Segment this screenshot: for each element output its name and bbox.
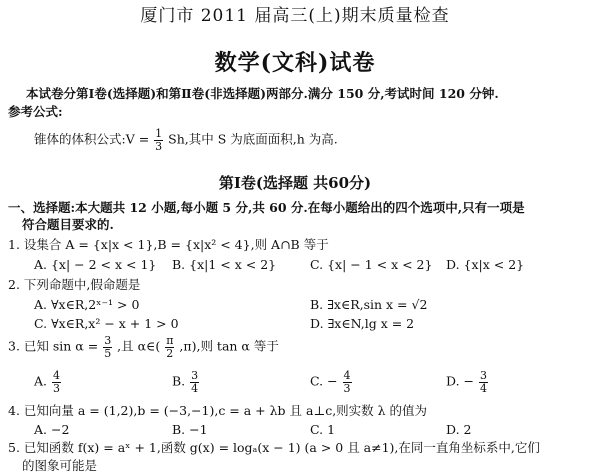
reference-label: 参考公式: xyxy=(8,104,63,119)
q4-option-d: D. 2 xyxy=(446,422,472,437)
q2-option-a: A. ∀x∈R,2ˣ⁻¹ > 0 xyxy=(34,297,140,312)
q1-option-a: A. {x| − 2 < x < 1} xyxy=(34,257,157,272)
q4-option-b: B. −1 xyxy=(172,422,208,437)
exam-title: 厦门市 2011 届高三(上)期末质量检查 xyxy=(140,6,450,26)
q3-stem-a: 3. 已知 sin α = xyxy=(8,338,99,354)
instructions-line-1: 一、选择题:本大题共 12 小题,每小题 5 分,共 60 分.在每小题给出的四个选项中,只有一项是 xyxy=(8,200,525,215)
q3-pi-fraction: $\frac{\pi}{2}$ xyxy=(166,334,174,360)
q2-option-b: B. ∃x∈R,sin x = √2 xyxy=(310,297,428,312)
q1-stem: 1. 设集合 A = {x|x < 1},B = {x|x² < 4},则 A∩B 等于 xyxy=(8,237,329,252)
one-third-fraction: $\frac{1}{3}$ xyxy=(155,127,163,153)
q5-stem-line-2: 的图象可能是 xyxy=(22,458,98,473)
section-title: 第Ⅰ卷(选择题 共60分) xyxy=(218,174,372,192)
q4-option-a: A. −2 xyxy=(34,422,70,437)
volume-formula xyxy=(34,128,338,152)
q1-option-d: D. {x|x < 2} xyxy=(446,257,525,272)
instructions-line-2: 符合题目要求的. xyxy=(22,217,114,232)
q2-option-d: D. ∃x∈N,lg x = 2 xyxy=(310,316,415,331)
q2-stem: 2. 下列命题中,假命题是 xyxy=(8,277,141,292)
q3-sin-fraction: $\frac{3}{5}$ xyxy=(104,334,112,360)
q1-option-b: B. {x|1 < x < 2} xyxy=(172,257,277,272)
q1-option-c: C. {x| − 1 < x < 2} xyxy=(310,257,433,272)
q3-option-b: B. $\frac{3}{4}$ xyxy=(172,369,199,395)
exam-description: 本试卷分第Ⅰ卷(选择题)和第Ⅱ卷(非选择题)两部分.满分 150 分,考试时间 120 分钟. xyxy=(26,86,499,101)
q3-stem xyxy=(8,335,279,359)
q3-stem-b: ,且 α∈( xyxy=(117,338,161,354)
q4-option-c: C. 1 xyxy=(310,422,336,437)
q4-stem: 4. 已知向量 a = (1,2),b = (−3,−1),c = a + λb 且 a⊥c,则实数 λ 的值为 xyxy=(8,403,428,418)
subject-title: 数学(文科)试卷 xyxy=(214,50,376,76)
q5-stem-line-1: 5. 已知函数 f(x) = aˣ + 1,函数 g(x) = logₐ(x − 1) (a > 0 且 a≠1),在同一直角坐标系中,它们 xyxy=(8,440,540,455)
q3-option-a: A. $\frac{4}{3}$ xyxy=(34,369,60,395)
formula-prefix: 锥体的体积公式:V = xyxy=(34,131,150,147)
q3-option-d: D. − $\frac{3}{4}$ xyxy=(446,369,487,395)
q2-option-c: C. ∀x∈R,x² − x + 1 > 0 xyxy=(34,316,179,331)
q3-stem-c: ,π),则 tan α 等于 xyxy=(179,338,279,354)
q3-option-c: C. − $\frac{4}{3}$ xyxy=(310,369,351,395)
formula-suffix: Sh,其中 S 为底面面积,h 为高. xyxy=(168,131,338,147)
